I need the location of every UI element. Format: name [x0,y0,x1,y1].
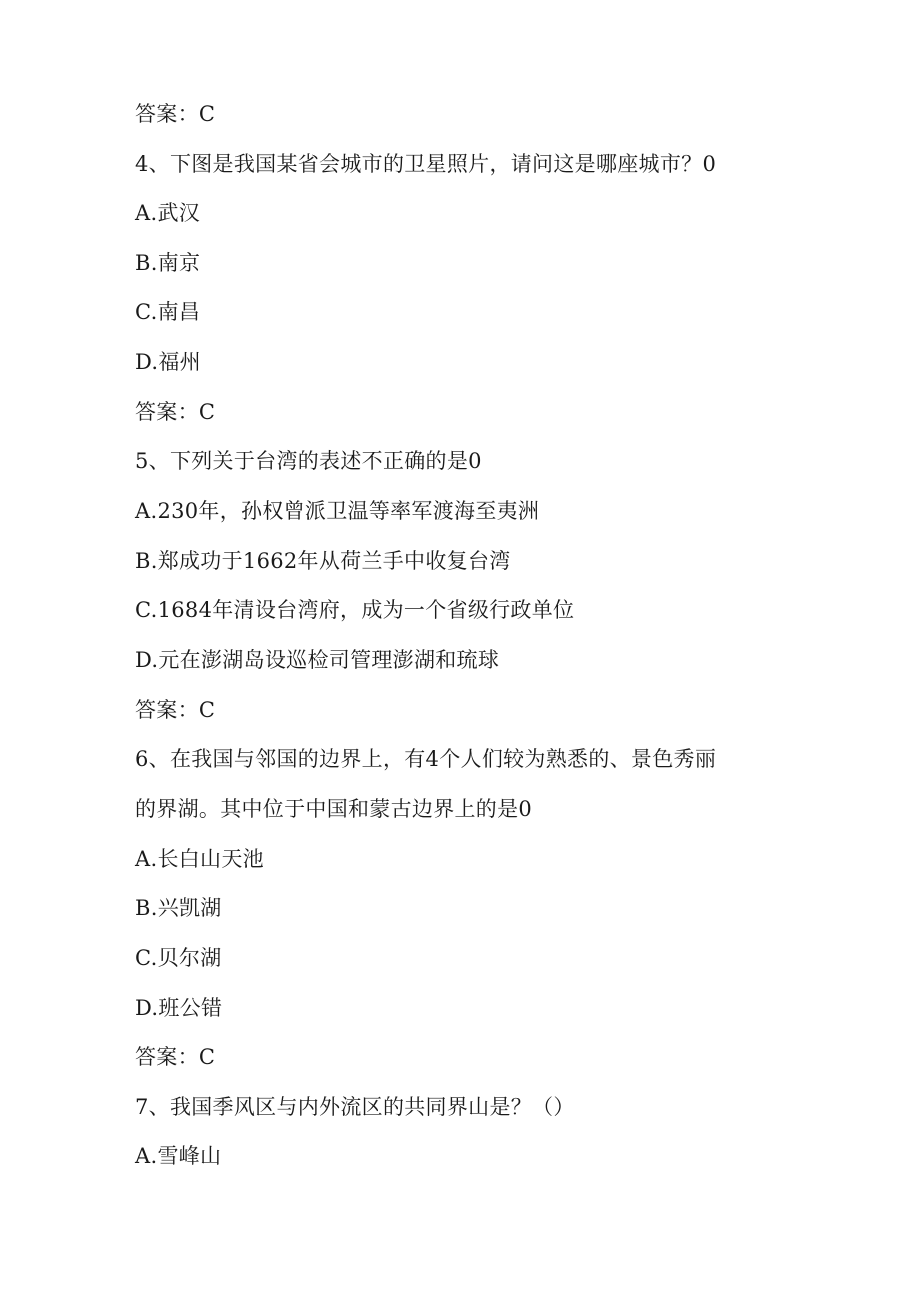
q5-option-a: A.230年，孙权曾派卫温等率军渡海至夷洲 [135,499,540,523]
q4-option-a: A.武汉 [135,201,201,225]
q6-option-b: B.兴凯湖 [135,896,222,920]
q5-option-b: B.郑成功于1662年从荷兰手中收复台湾 [135,549,511,573]
q7-option-a: A.雪峰山 [135,1144,222,1168]
question-5: 5、下列关于台湾的表述不正确的是0 [135,449,482,473]
q5-option-c: C.1684年清设台湾府，成为一个省级行政单位 [135,598,575,622]
answer-q5: 答案：C [135,698,216,722]
answer-q3: 答案：C [135,102,216,126]
answer-q6: 答案：C [135,1045,216,1069]
answer-q4: 答案：C [135,400,216,424]
q6-option-d: D.班公错 [135,996,223,1020]
question-6-line-1: 6、在我国与邻国的边界上，有4个人们较为熟悉的、景色秀丽 [135,747,717,771]
q4-option-c: C.南昌 [135,300,201,324]
q6-option-a: A.长白山天池 [135,847,264,871]
q5-option-d: D.元在澎湖岛设巡检司管理澎湖和琉球 [135,648,500,672]
q4-option-b: B.南京 [135,251,201,275]
q6-option-c: C.贝尔湖 [135,946,222,970]
question-6-line-2: 的界湖。其中位于中国和蒙古边界上的是0 [135,797,533,821]
q4-option-d: D.福州 [135,350,201,374]
question-4: 4、下图是我国某省会城市的卫星照片，请问这是哪座城市？0 [135,152,717,176]
question-7: 7、我国季风区与内外流区的共同界山是？（） [135,1095,575,1119]
